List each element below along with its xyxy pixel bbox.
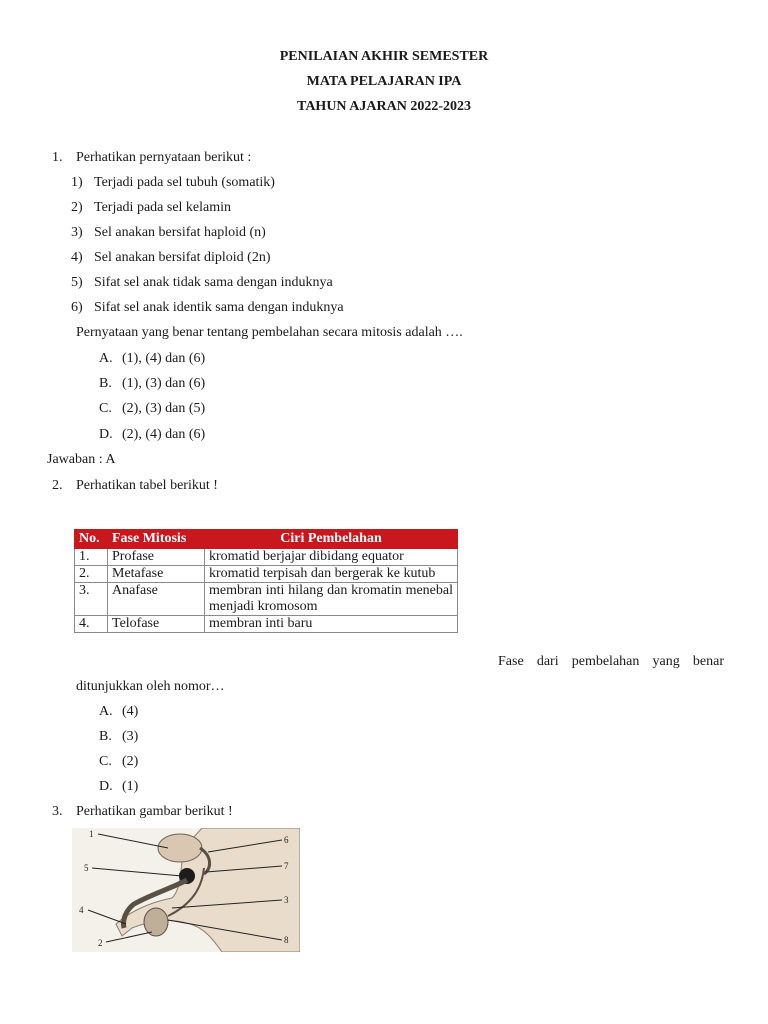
table-cell-no: 4.: [75, 616, 108, 633]
document-year: TAHUN AJARAN 2022-2023: [297, 99, 471, 114]
q1-question: Pernyataan yang benar tentang pembelahan secara mitosis adalah ….: [76, 325, 463, 340]
q2-prompt: Perhatikan tabel berikut !: [76, 478, 218, 493]
figure-label: 4: [79, 905, 84, 915]
table-header-characteristic: Ciri Pembelahan: [205, 530, 458, 549]
q1-statement-number: 3): [71, 225, 83, 240]
q2-option-letter: D.: [99, 779, 113, 794]
q1-answer: Jawaban : A: [47, 452, 116, 467]
q1-option-a[interactable]: (1), (4) dan (6): [122, 351, 206, 366]
table-row: [75, 566, 458, 583]
q1-option-c[interactable]: (2), (3) dan (5): [122, 401, 206, 416]
table-row: [75, 549, 458, 566]
table-cell-characteristic: kromatid berjajar dibidang equator: [205, 549, 458, 566]
table-cell-phase: Profase: [108, 549, 205, 566]
mitosis-phase-table: [74, 529, 458, 633]
q1-statement: Terjadi pada sel kelamin: [94, 200, 232, 215]
q2-option-a[interactable]: (4): [122, 704, 139, 719]
table-cell-phase: Metafase: [108, 566, 205, 583]
q3-prompt: Perhatikan gambar berikut !: [76, 804, 233, 819]
q1-statement-number: 6): [71, 300, 83, 315]
q1-statement-number: 4): [71, 250, 83, 265]
q2-option-d[interactable]: (1): [122, 779, 139, 794]
q1-statement: Sifat sel anak tidak sama dengan induknya: [94, 275, 333, 290]
q1-option-letter: C.: [99, 401, 112, 416]
table-row: [75, 583, 458, 616]
q1-statement-number: 2): [71, 200, 83, 215]
table-cell-no: 3.: [75, 583, 108, 616]
q2-number: 2.: [52, 478, 63, 493]
q1-option-d[interactable]: (2), (4) dan (6): [122, 427, 206, 442]
q2-option-letter: C.: [99, 754, 112, 769]
anatomy-illustration: [72, 828, 300, 952]
figure-label: 5: [84, 863, 89, 873]
q2-question-part2: ditunjukkan oleh nomor…: [76, 679, 225, 694]
q3-number: 3.: [52, 804, 63, 819]
figure-label: 3: [284, 895, 289, 905]
q1-option-letter: A.: [99, 351, 113, 366]
q1-number: 1.: [52, 150, 63, 165]
table-header-phase: Fase Mitosis: [108, 530, 205, 549]
document-title: PENILAIAN AKHIR SEMESTER: [279, 49, 489, 64]
table-cell-no: 2.: [75, 566, 108, 583]
q1-statement: Sel anakan bersifat haploid (n): [94, 225, 266, 240]
q2-option-c[interactable]: (2): [122, 754, 139, 769]
q1-prompt: Perhatikan pernyataan berikut :: [76, 150, 252, 165]
table-row: [75, 616, 458, 633]
q1-option-letter: D.: [99, 427, 113, 442]
table-cell-phase: Anafase: [108, 583, 205, 616]
table-cell-phase: Telofase: [108, 616, 205, 633]
table-cell-characteristic: membran inti baru: [205, 616, 458, 633]
q1-statement-number: 1): [71, 175, 83, 190]
figure-label: 1: [89, 829, 94, 839]
figure-label: 8: [284, 935, 289, 945]
q1-statement: Sel anakan bersifat diploid (2n): [94, 250, 271, 265]
q1-option-letter: B.: [99, 376, 112, 391]
q1-statement-number: 5): [71, 275, 83, 290]
q1-statement: Sifat sel anak identik sama dengan induknya: [94, 300, 344, 315]
table-cell-no: 1.: [75, 549, 108, 566]
q2-option-letter: B.: [99, 729, 112, 744]
q2-option-letter: A.: [99, 704, 113, 719]
document-subject: MATA PELAJARAN IPA: [306, 74, 462, 89]
figure-label: 7: [284, 861, 289, 871]
q1-statement: Terjadi pada sel tubuh (somatik): [94, 175, 275, 190]
q2-option-b[interactable]: (3): [122, 729, 139, 744]
table-header-no: No.: [75, 530, 108, 549]
table-cell-characteristic: membran inti hilang dan kromatin menebal menjadi kromosom: [205, 583, 458, 616]
figure-label: 2: [98, 938, 103, 948]
table-cell-characteristic: kromatid terpisah dan bergerak ke kutub: [205, 566, 458, 583]
reproductive-system-figure: [72, 828, 300, 952]
figure-label: 6: [284, 835, 289, 845]
q2-question-part1: Fase dari pembelahan yang benar: [498, 654, 724, 669]
q1-option-b[interactable]: (1), (3) dan (6): [122, 376, 206, 391]
